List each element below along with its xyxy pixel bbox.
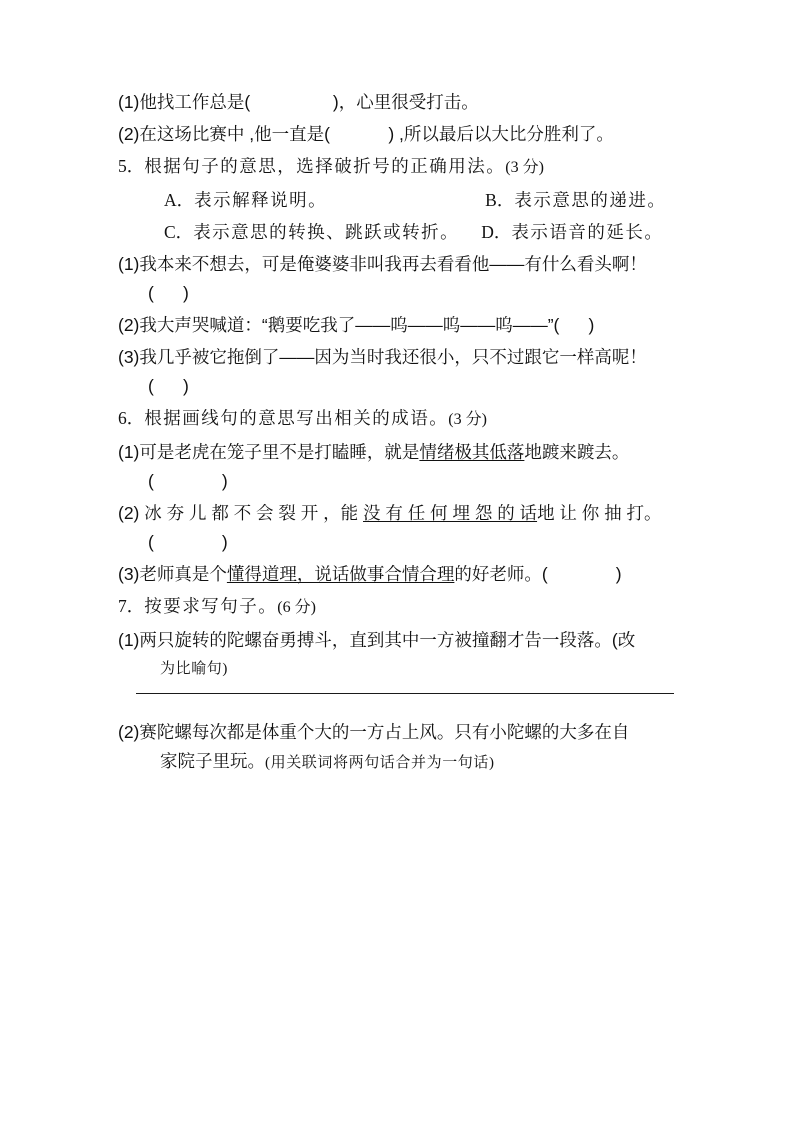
q5-option-a-b	[164, 190, 684, 210]
q6-item-2	[118, 503, 684, 552]
q4-item-1-tail: )，心里很受打击。	[332, 92, 479, 112]
q5-item-3-text: (3)我几乎被它拖倒了——因为当时我还很小，只不过跟它一样高呢！	[118, 347, 647, 367]
q6-item-1	[118, 442, 684, 491]
q4-item-2-tail: ) ,所以最后以大比分胜利了。	[388, 124, 614, 144]
q6-item-2-prefix: (2) 冰 夯 儿 都 不 会 裂 开 ，能	[118, 503, 364, 523]
q5-option-a-label: A．	[164, 190, 195, 210]
q5-option-c-label: C．	[164, 222, 194, 242]
spacer	[118, 274, 684, 283]
q6-item-2-line	[118, 503, 684, 523]
q5-item-2-text: (2)我大声哭喊道：“鹅要吃我了——呜——呜——呜——”(	[118, 315, 560, 335]
q6-item-2-underlined: 没 有 任 何 埋 怨 的 话	[363, 503, 538, 523]
q5-item-2-blank[interactable]: )	[559, 315, 595, 335]
q4-item-2-text: (2)在这场比赛中 ,他一直是(	[118, 124, 330, 144]
q7-item-1-answer-area[interactable]	[118, 679, 684, 710]
q7-item-1-ruled-line[interactable]	[136, 693, 674, 694]
q5-option-d-text: 表示语音的延长。	[511, 222, 664, 242]
q5-option-a[interactable]	[164, 190, 327, 210]
q5-heading-line	[118, 156, 684, 178]
q5-item-3-blank[interactable]: ( )	[148, 376, 189, 396]
q4-item-1-text: (1)他找工作总是(	[118, 92, 251, 112]
q5-item-1-blank[interactable]: ( )	[148, 283, 189, 303]
q6-item-3-underlined: 懂得道理，说话做事合情合理	[226, 564, 455, 584]
q6-item-3-blank[interactable]: )	[547, 564, 622, 584]
q5-item-2-line	[118, 315, 684, 335]
q6-item-3-line	[118, 564, 684, 584]
q4-item-1-blank[interactable]	[250, 92, 333, 112]
q5-option-c-d	[164, 222, 684, 242]
q7-item-1	[118, 630, 684, 710]
q5-option-d[interactable]	[481, 222, 663, 242]
spacer	[118, 462, 684, 471]
q7-item-2-line2-note: (用关联词将两句话合并为一句话)	[265, 755, 495, 771]
spacer	[118, 650, 684, 659]
q5-option-b[interactable]	[485, 190, 666, 210]
q7-item-2-line2	[118, 751, 684, 773]
q6-title: 根据画线句的意思写出相关的成语。	[144, 408, 449, 428]
q5-option-b-text: 表示意思的递进。	[514, 190, 667, 210]
q6-number: 6．	[118, 408, 145, 428]
q7-score: (6 分)	[277, 599, 316, 616]
q6-item-3-suffix: 的好老师。(	[454, 564, 548, 584]
q7-item-1-line1: (1)两只旋转的陀螺奋勇搏斗，直到其中一方被撞翻才告一段落。(改	[118, 630, 636, 650]
q6-item-1-blank[interactable]: ( )	[148, 471, 228, 491]
q6-heading-line	[118, 408, 684, 430]
q5-options-row-1	[118, 190, 684, 210]
q7-heading-line	[118, 596, 684, 618]
q4-item-1	[118, 92, 684, 112]
q6-item-3	[118, 564, 684, 584]
q4-item-1-line	[118, 92, 684, 112]
q6-item-1-prefix: (1)可是老虎在笼子里不是打瞌睡，就是	[118, 442, 420, 462]
q5-options-row-2	[118, 222, 684, 242]
q7-item-1-line2: 为比喻句)	[160, 661, 228, 677]
q5-heading	[118, 156, 684, 178]
q7-item-2	[118, 722, 684, 773]
q5-item-1-text: (1)我本来不想去，可是俺婆婆非叫我再去看看他——有什么看头啊！	[118, 254, 647, 274]
q7-number: 7．	[118, 596, 145, 616]
q5-item-3	[118, 347, 684, 396]
q4-item-2-line	[118, 124, 684, 144]
q5-title: 根据句子的意思，选择破折号的正确用法。	[144, 156, 506, 176]
spacer	[118, 367, 684, 376]
q6-item-1-line	[118, 442, 684, 462]
q5-item-2	[118, 315, 684, 335]
worksheet-content	[118, 92, 684, 785]
q5-option-d-label: D．	[481, 222, 512, 242]
q6-item-3-prefix: (3)老师真是个	[118, 564, 227, 584]
q7-heading	[118, 596, 684, 618]
q6-heading	[118, 408, 684, 430]
q5-item-1	[118, 254, 684, 303]
q5-option-b-label: B．	[485, 190, 515, 210]
q5-number: 5．	[118, 156, 145, 176]
q6-item-2-suffix: 地 让 你 抽 打。	[537, 503, 662, 523]
q6-item-1-suffix: 地踱来踱去。	[524, 442, 630, 462]
q7-item-2-line2-main: 家院子里玩。	[160, 751, 265, 771]
spacer	[118, 742, 684, 751]
q4-item-2	[118, 124, 684, 144]
q5-option-c[interactable]	[164, 222, 459, 242]
q5-option-a-text: 表示解释说明。	[194, 190, 328, 210]
q6-score: (3 分)	[448, 411, 487, 428]
q4-item-2-blank[interactable]	[330, 124, 388, 144]
q6-item-2-blank[interactable]: ( )	[148, 532, 228, 552]
q7-item-2-line1: (2)赛陀螺每次都是体重个大的一方占上风。只有小陀螺的大多在自	[118, 722, 630, 742]
q5-option-c-text: 表示意思的转换、跳跃或转折。	[193, 222, 460, 242]
q7-title: 按要求写句子。	[144, 596, 278, 616]
q6-item-1-underlined: 情绪极其低落	[419, 442, 525, 462]
q5-score: (3 分)	[505, 159, 544, 176]
spacer	[118, 523, 684, 532]
